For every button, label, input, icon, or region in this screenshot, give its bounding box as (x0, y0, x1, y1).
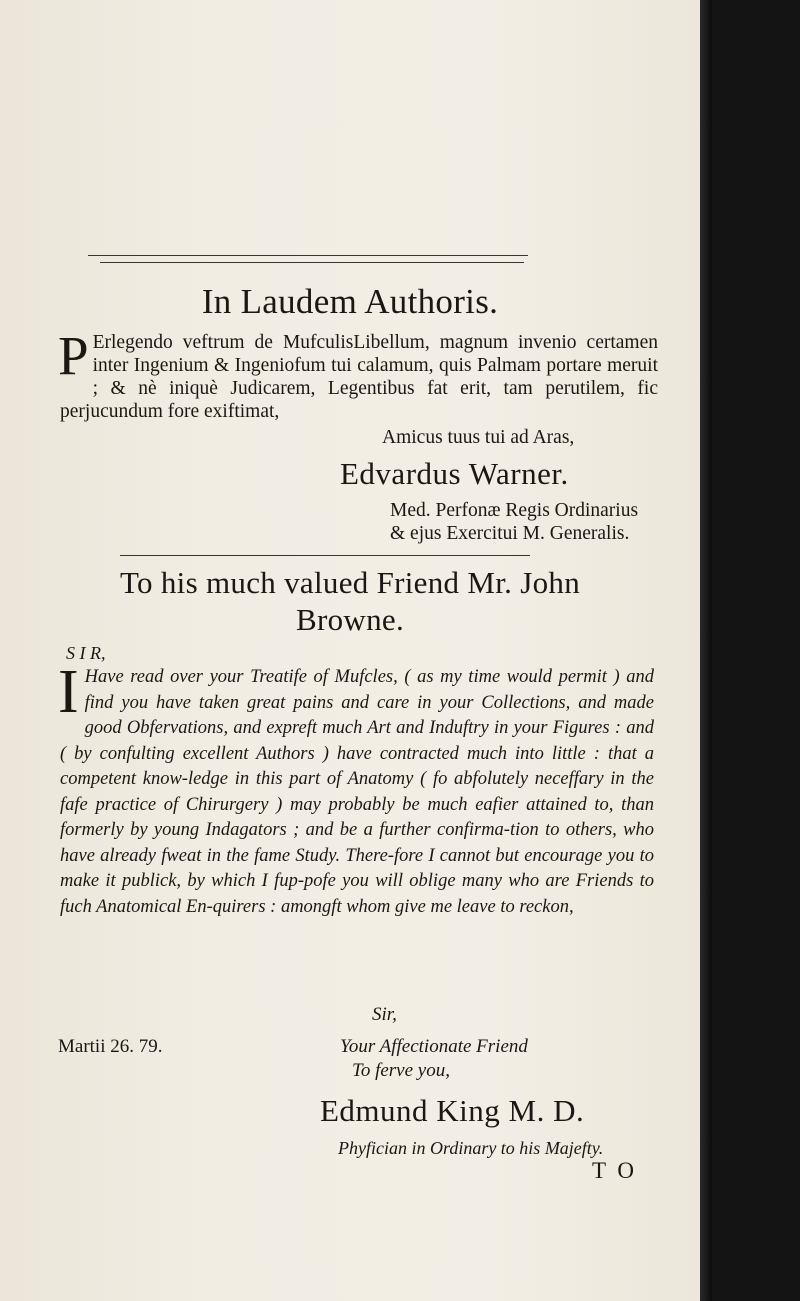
poem-text: Erlegendo veftrum de MufculisLibellum, magnum invenio certamen inter Ingenium & Ingeniofum tui calamum, quis Palmam portare meruit ; & nè iniquè Judicarem, Legentibus fat erit, tam perutilem, fic perjucundum fore exiftimat, (60, 332, 658, 422)
valediction-1: Your Affectionate Friend (340, 1036, 528, 1057)
middle-rule (120, 555, 530, 556)
page-edge-shadow (700, 0, 712, 1301)
letter-body (58, 658, 654, 920)
poem-author: Edvardus Warner. (340, 456, 569, 491)
letter-heading-1: To his much valued Friend Mr. John (119, 565, 581, 600)
salutation: S I R, (66, 643, 106, 663)
author-title-1: Med. Perfonæ Regis Ordinarius (390, 500, 639, 521)
top-rule-thin (100, 262, 524, 263)
letter-date: Martii 26. 79. (58, 1036, 163, 1057)
valediction-2: To ferve you, (352, 1060, 450, 1081)
letter-text: Have read over your Treatife of Mufcles, ( as my time would permit ) and find you have taken great pains and care in your Collections, and made good Obfervations, and expreft much Art and Induftry in your Figures : and ( by confulting excellent Authors ) have contracted much into little : that a competent know-ledge in this part of Anatomy ( fo abfolutely neceffary in the fafe practice of Chirurgery ) may probably be much eafier attained to, than formerly by young Indagators ; and be a further confirma-tion to others, who have already fweat in the fame Study. There-fore I cannot but encourage you to make it publick, by which I fup-pofe you will oblige many who are Friends to fuch Anatomical En-quirers : amongft whom give me leave to reckon, (60, 667, 654, 917)
top-rule (88, 255, 528, 256)
signature-title: Phyfician in Ordinary to his Majefty. (338, 1138, 604, 1158)
poem-dropcap: P (58, 325, 89, 386)
poem-paragraph (58, 325, 658, 423)
letter-heading-2: Browne. (296, 602, 404, 637)
catchword: T O (592, 1158, 637, 1183)
letter-dropcap: I (58, 658, 79, 726)
signature-name: Edmund King M. D. (320, 1093, 585, 1128)
poem-closing: Amicus tuus tui ad Aras, (382, 427, 575, 448)
closing-sir: Sir, (372, 1004, 397, 1025)
author-title-2: & ejus Exercitui M. Generalis. (390, 523, 630, 544)
poem-title: In Laudem Authoris. (201, 282, 499, 321)
